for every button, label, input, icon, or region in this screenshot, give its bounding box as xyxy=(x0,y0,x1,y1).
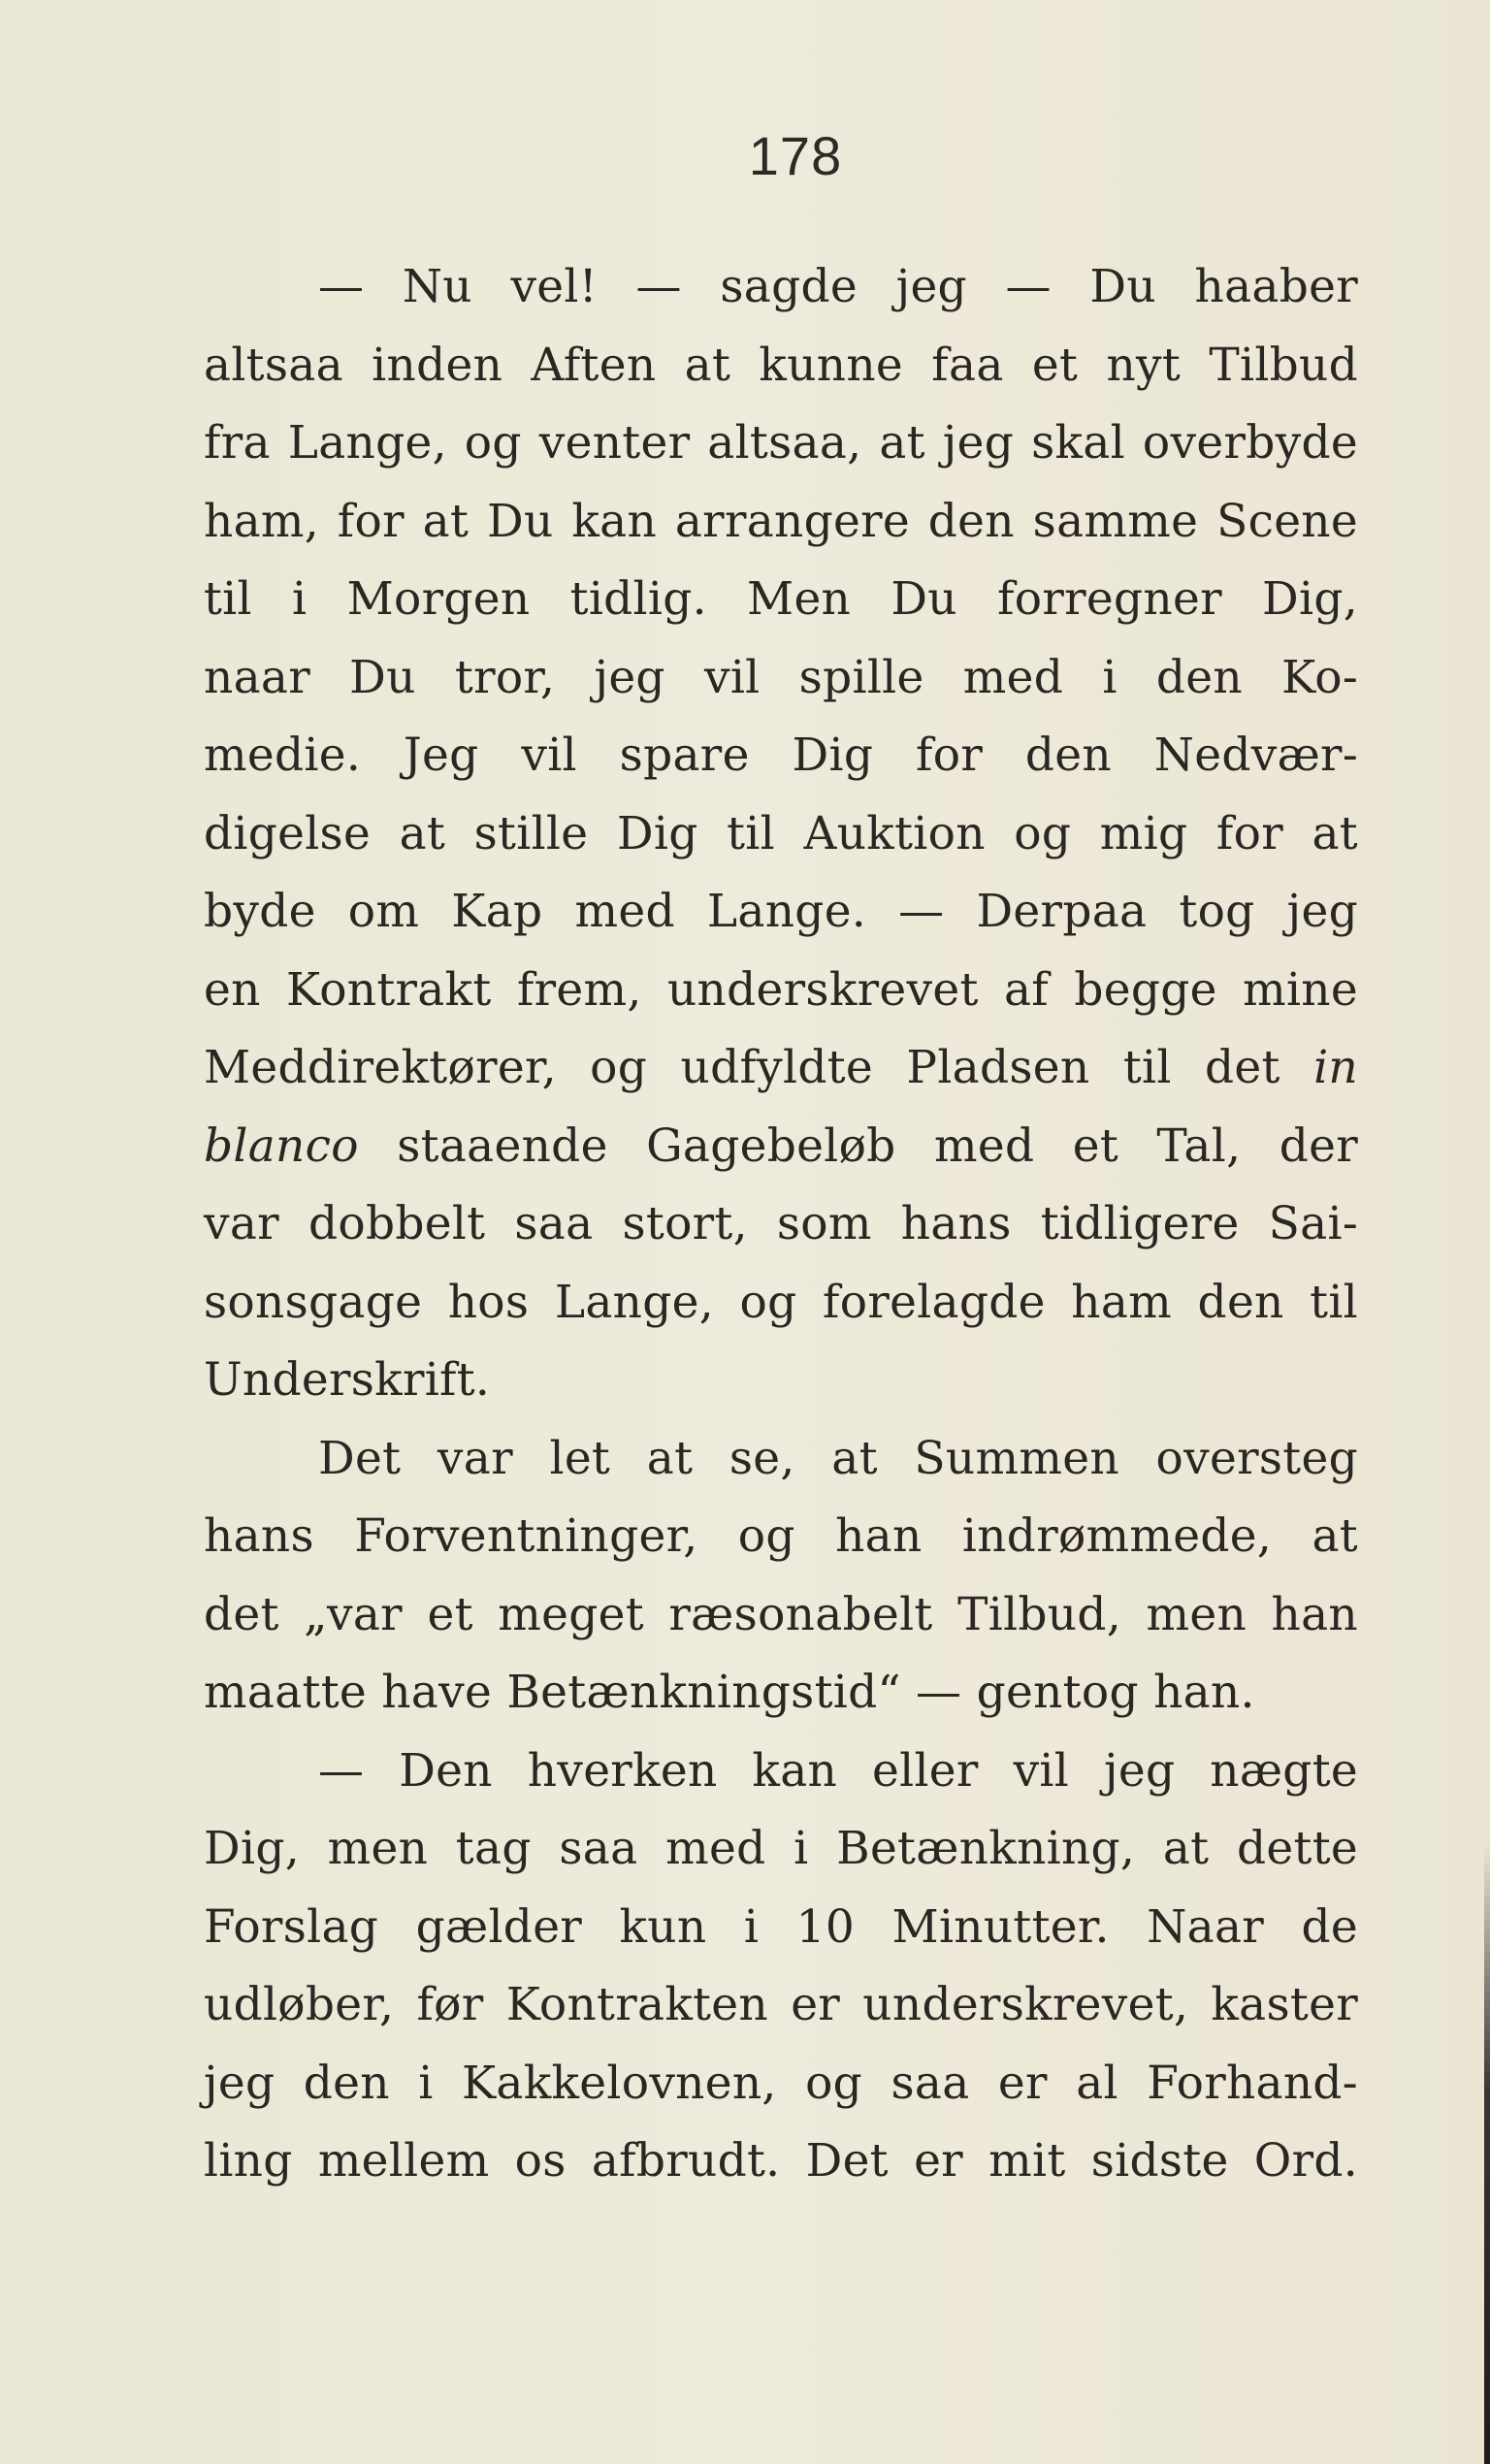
page-number: 178 xyxy=(748,125,843,186)
text-line: var dobbelt saa stort, som hans tidligere Sai- xyxy=(204,1197,1358,1250)
body-text xyxy=(204,248,1358,2201)
text-line-with-italic xyxy=(204,1108,1358,1186)
text-line: Underskrift. xyxy=(204,1353,491,1407)
text-line: — Den hverken kan eller vil jeg nægte xyxy=(318,1743,1358,1798)
text-line: altsaa inden Aften at kunne faa et nyt Tilbud xyxy=(204,338,1358,392)
text-line: — Nu vel! — sagde jeg — Du haaber xyxy=(318,260,1358,313)
text-line: hans Forventninger, og han indrømmede, at xyxy=(204,1509,1358,1563)
text-line: ham, for at Du kan arrangere den samme Scene xyxy=(204,494,1358,548)
page-edge-shadow xyxy=(1484,1843,1490,2464)
text-line: Det var let at se, at Summen oversteg xyxy=(318,1431,1358,1485)
text-line: byde om Kap med Lange. — Derpaa tog jeg xyxy=(204,885,1358,938)
text-line: ling mellem os afbrudt. Det er mit sidste Ord. xyxy=(204,2134,1358,2188)
text-segment: Meddirektører, og udfyldte Pladsen til det xyxy=(204,1041,1280,1094)
text-line-with-italic xyxy=(204,1029,1358,1108)
italic-term: blanco xyxy=(204,1119,359,1173)
text-line: det „var et meget ræsonabelt Tilbud, men han xyxy=(204,1587,1358,1641)
text-line: maatte have Betænkningstid“ — gentog han. xyxy=(204,1666,1255,1719)
text-line: Dig, men tag saa med i Betænkning, at dette xyxy=(204,1822,1358,1875)
text-line: en Kontrakt frem, underskrevet af begge mine xyxy=(204,962,1358,1017)
text-line: sonsgage hos Lange, og forelagde ham den til xyxy=(204,1275,1358,1329)
text-line: naar Du tror, jeg vil spille med i den Ko- xyxy=(204,650,1358,704)
italic-term: in xyxy=(1313,1041,1358,1094)
text-line: jeg den i Kakkelovnen, og saa er al Forhand- xyxy=(204,2056,1358,2110)
text-line: udløber, før Kontrakten er underskrevet, kaster xyxy=(204,1978,1358,2031)
text-line: til i Morgen tidlig. Men Du forregner Dig, xyxy=(204,572,1358,626)
text-line: digelse at stille Dig til Auktion og mig for at xyxy=(204,806,1358,860)
text-line: Forslag gælder kun i 10 Minutter. Naar de xyxy=(204,1899,1358,1954)
text-line: fra Lange, og venter altsaa, at jeg skal overbyde xyxy=(204,416,1358,470)
text-line: medie. Jeg vil spare Dig for den Nedvær- xyxy=(204,729,1358,782)
text-segment: staaende Gagebeløb med et Tal, der xyxy=(397,1119,1358,1173)
